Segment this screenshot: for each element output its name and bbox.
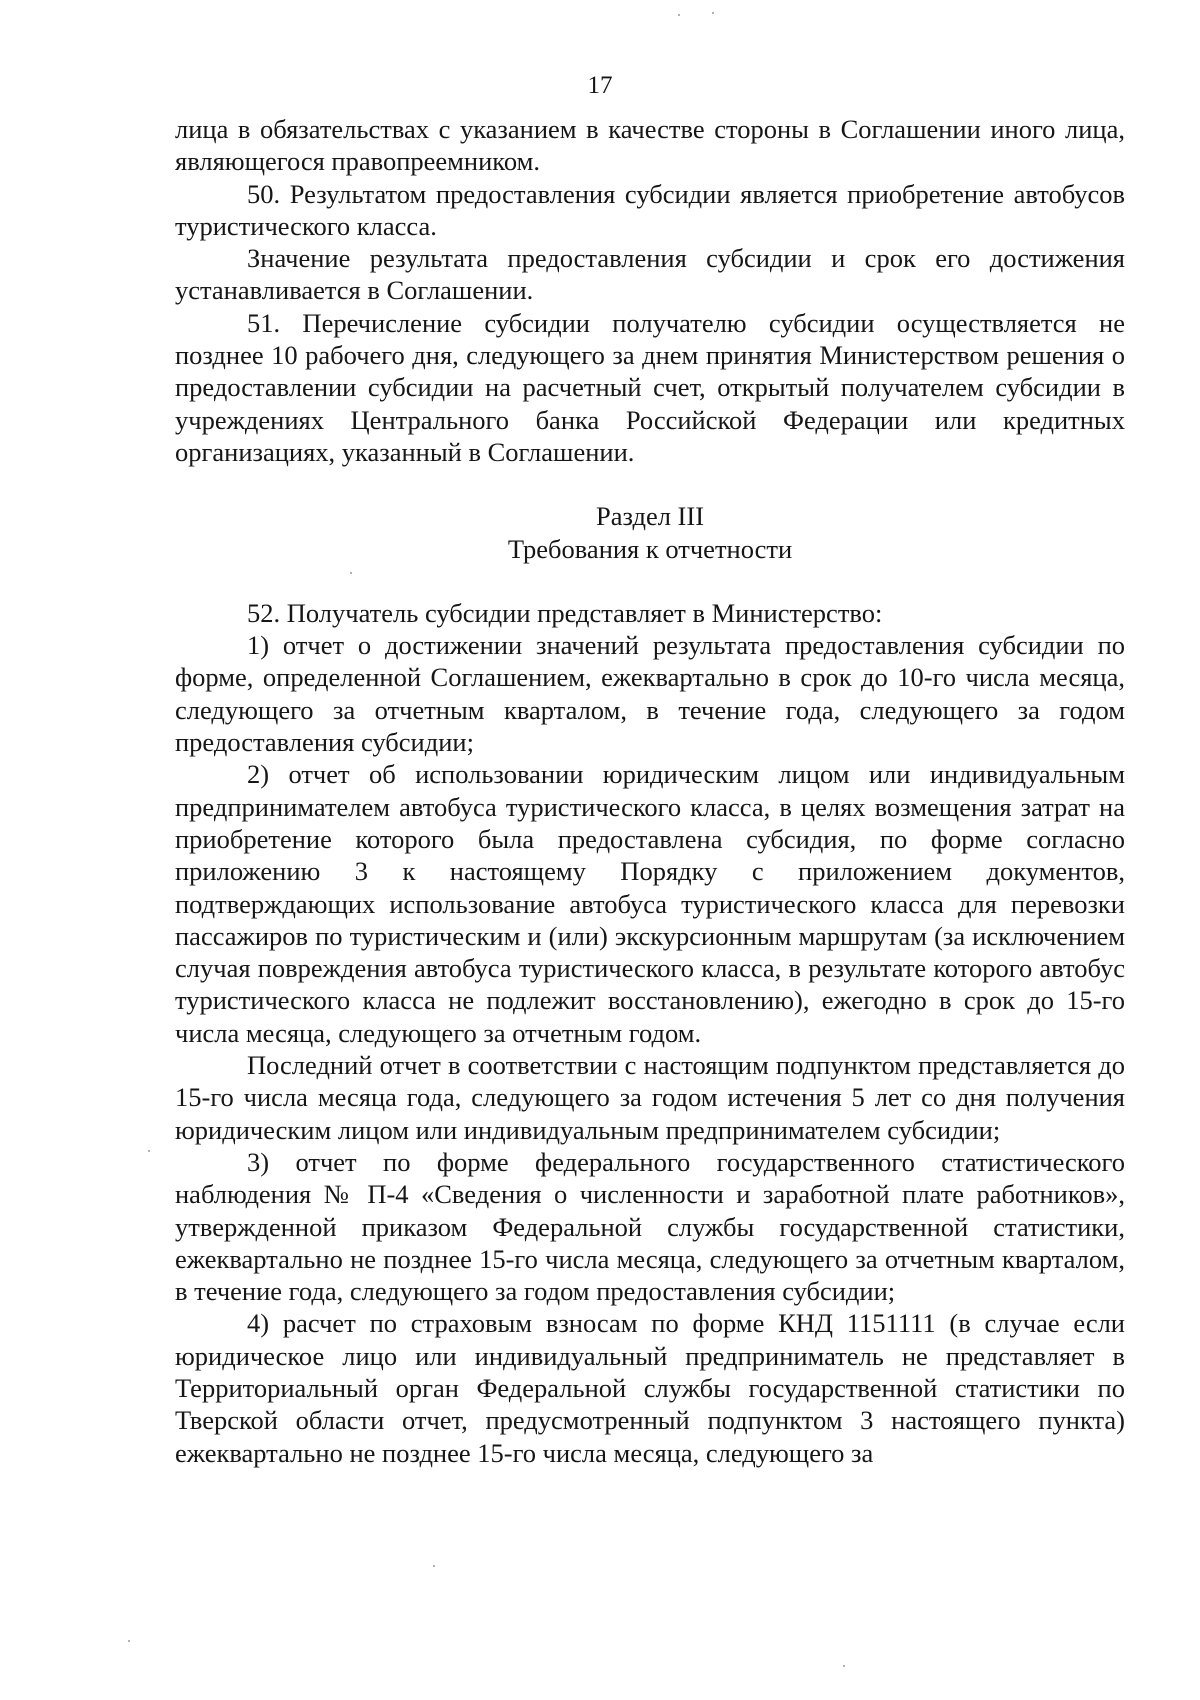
scan-speck — [148, 1150, 150, 1152]
scan-speck — [350, 572, 352, 574]
paragraph-subitem-4: 4) расчет по страховым взносам по форме КНД 1151111 (в случае если юридическое лицо или индивидуальный предприниматель не представляет в Территориальный орган Федеральной службы государственной статистики по Тверской области отчет, предусмотренный подпунктом 3 настоящего пункта) ежеквартально не позднее 15-го числа месяца, следующего за — [175, 1308, 1125, 1468]
scan-speck — [433, 1565, 435, 1567]
section-heading — [175, 500, 1125, 565]
section-subtitle: Требования к отчетности — [507, 533, 793, 564]
paragraph-result-value: Значение результата предоставления субсидии и срок его достижения устанавливается в Соглашении. — [175, 243, 1125, 306]
scan-speck — [843, 1665, 845, 1667]
paragraph-subitem-3: 3) отчет по форме федерального государственного статистического наблюдения № П-4 «Сведения о численности и заработной плате работников», утвержденной приказом Федеральной службы государственной статистики, ежеквартально не позднее 15-го числа месяца, следующего за отчетным кварталом, в течение года, следующего за годом предоставления субсидии; — [175, 1146, 1125, 1307]
paragraph-item-50: 50. Результатом предоставления субсидии является приобретение автобусов туристического класса. — [175, 178, 1125, 241]
document-body — [175, 113, 1125, 1469]
paragraph-last-report: Последний отчет в соответствии с настоящим подпунктом представляется до 15-го числа месяца года, следующего за годом истечения 5 лет со дня получения юридическим лицом или индивидуальным предпринимателем субсидии; — [175, 1050, 1125, 1145]
page-number: 17 — [587, 72, 613, 99]
paragraph-subitem-1: 1) отчет о достижении значений результата предоставления субсидии по форме, определенной Соглашением, ежеквартально в срок до 10-го числа месяца, следующего за отчетным кварталом, в течение года, следующего за годом предоставления субсидии; — [175, 630, 1125, 758]
paragraph-continuation: лица в обязательствах с указанием в качестве стороны в Соглашении иного лица, являющегося правопреемником. — [175, 114, 1125, 177]
scan-speck — [712, 12, 714, 14]
scan-speck — [678, 14, 680, 16]
section-title: Раздел III — [595, 501, 705, 532]
paragraph-subitem-2: 2) отчет об использовании юридическим лицом или индивидуальным предпринимателем автобуса туристического класса, в целях возмещения затрат на приобретение которого была предоставлена субсидия, по форме согласно приложению 3 к настоящему Порядку с приложением документов, подтверждающих использование автобуса туристического класса для перевозки пассажиров по туристическим и (или) экскурсионным маршрутам (за исключением случая повреждения автобуса туристического класса, в результате которого автобус туристического класса не подлежит восстановлению), ежегодно в срок до 15-го числа месяца, следующего за отчетным годом. — [175, 759, 1125, 1048]
paragraph-item-51: 51. Перечисление субсидии получателю субсидии осуществляется не позднее 10 рабочего дня, следующего за днем принятия Министерством решения о предоставлении субсидии на расчетный счет, открытый получателем субсидии в учреждениях Центрального банка Российской Федерации или кредитных организациях, указанный в Соглашении. — [175, 307, 1125, 467]
paragraph-item-52: 52. Получатель субсидии представляет в Министерство: — [247, 597, 883, 628]
scan-speck — [128, 1640, 130, 1642]
